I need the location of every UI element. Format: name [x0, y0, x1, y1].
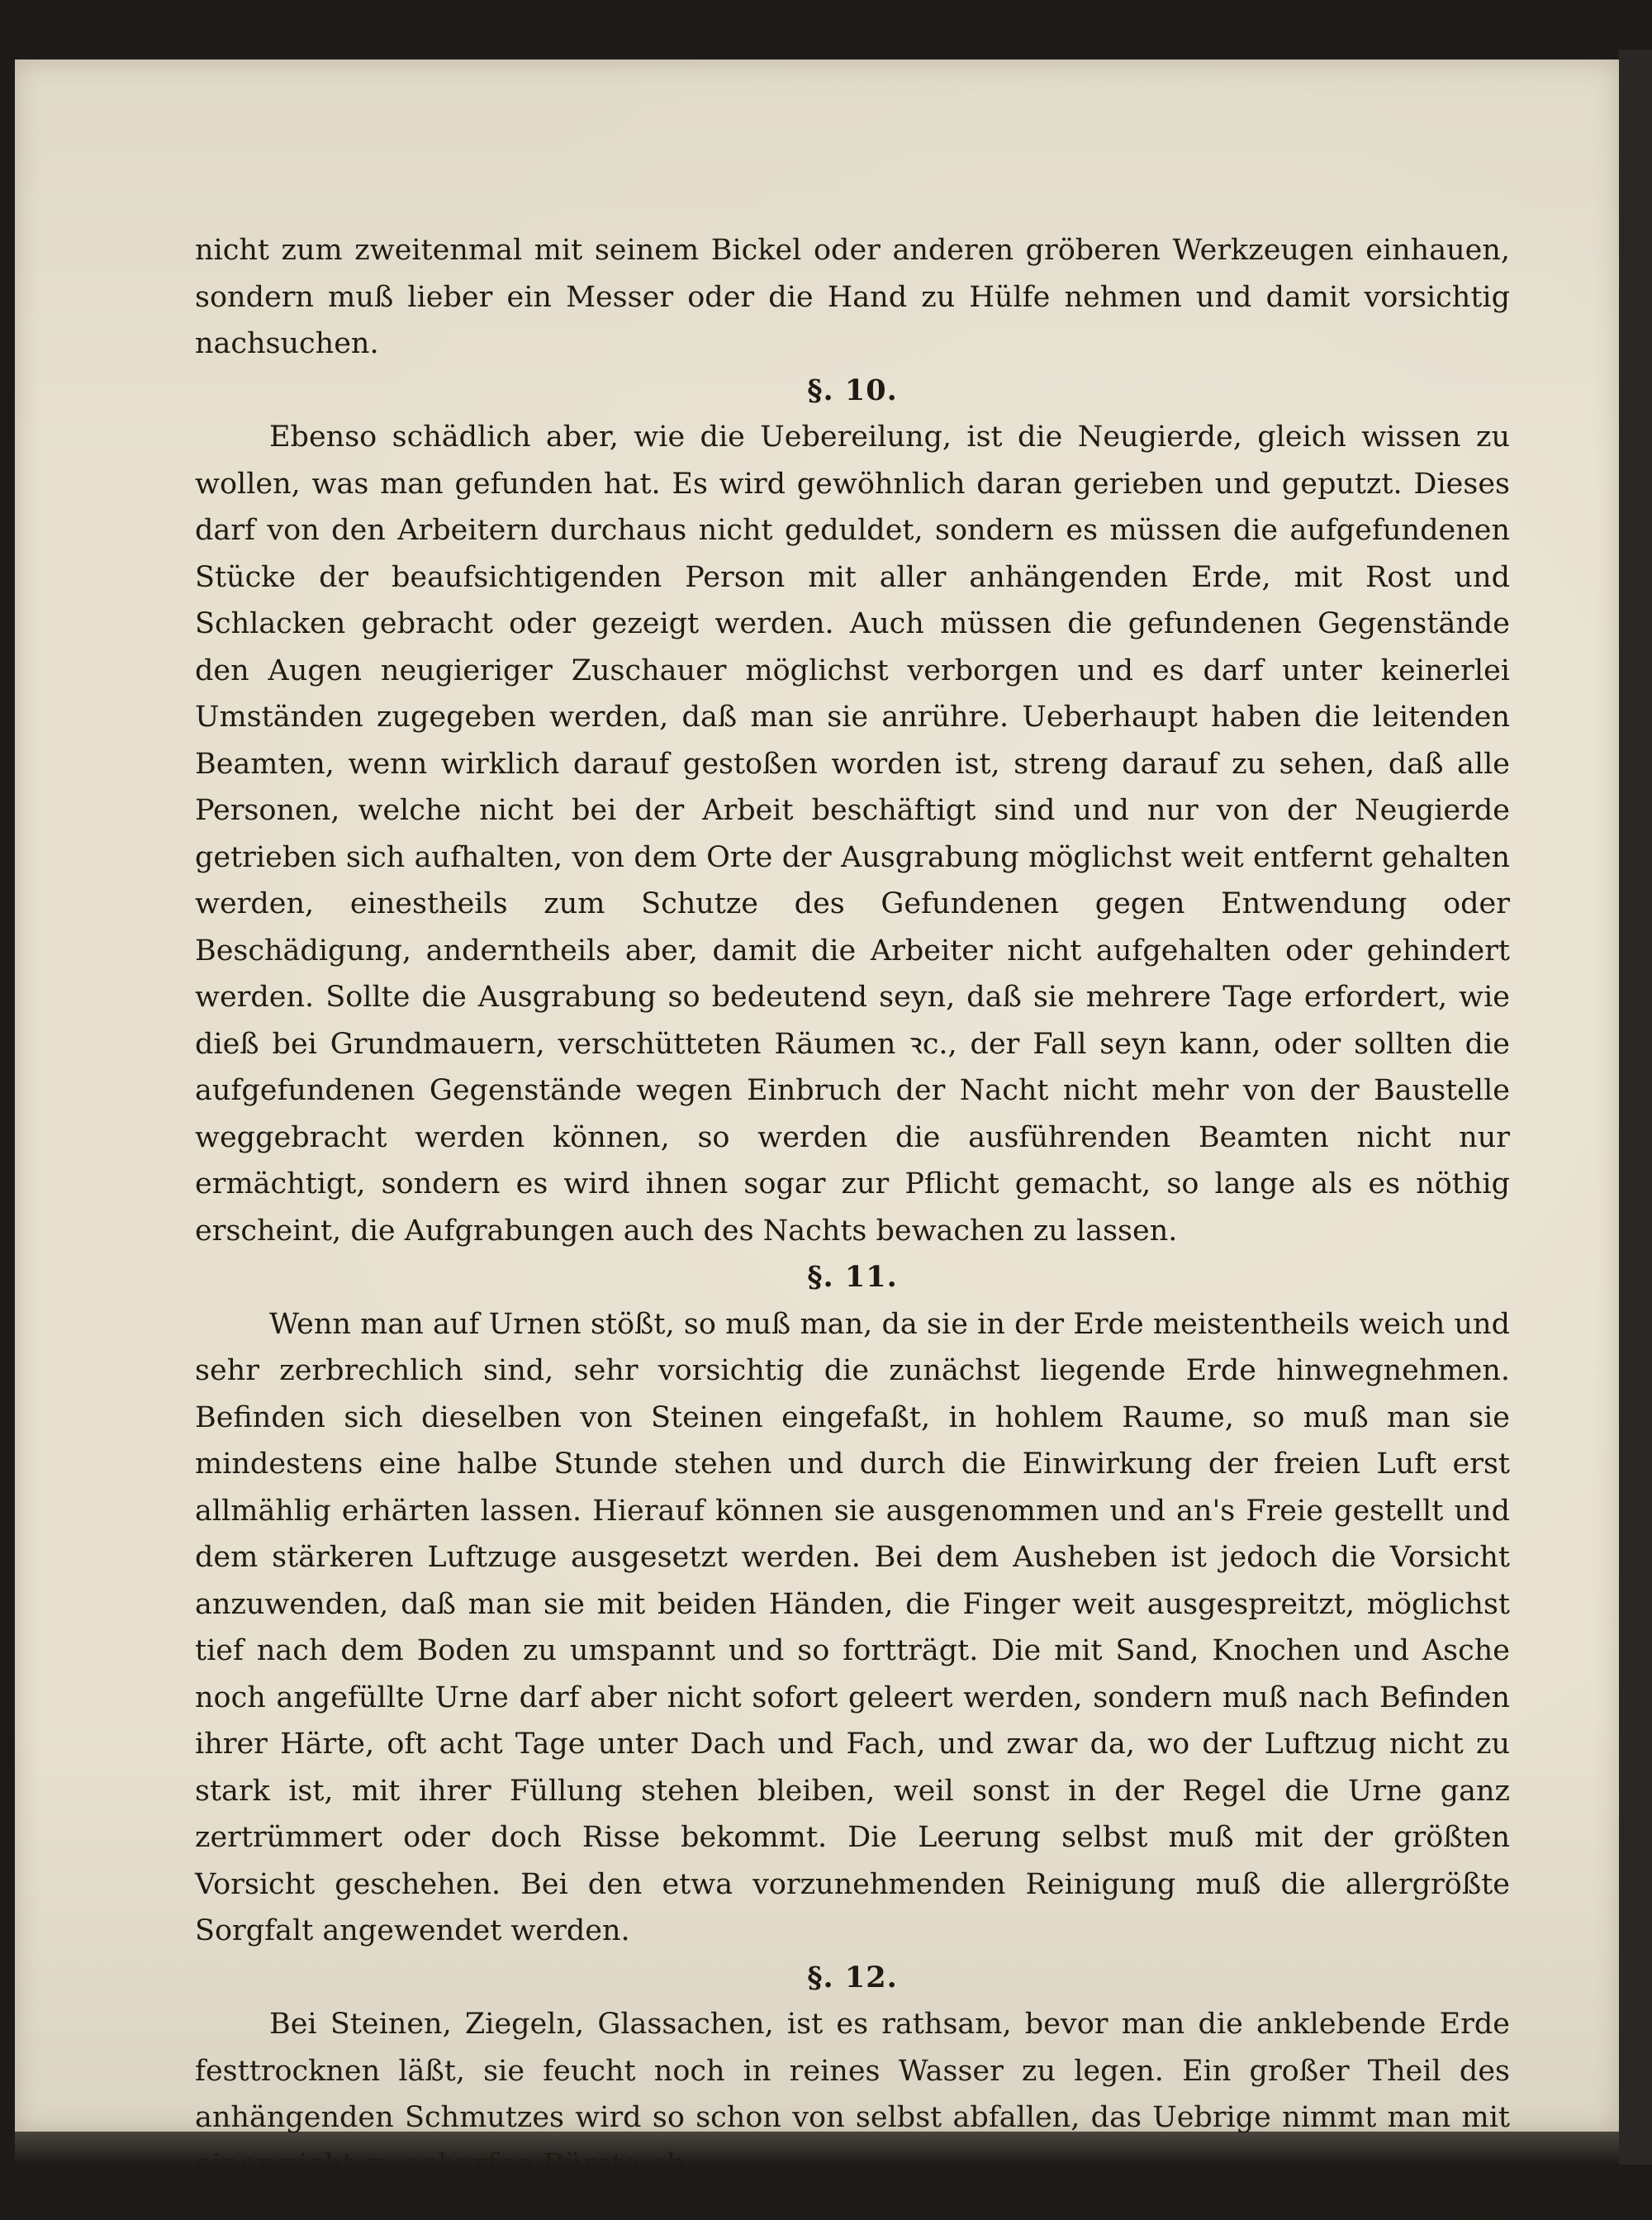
section-heading-11: §. 11.: [807, 1260, 898, 1294]
page-body: [195, 227, 1510, 2220]
catchword: Alle: [1453, 2194, 1510, 2220]
section-heading-12: §. 12.: [807, 1960, 898, 1994]
paragraph-section-12: Bei Steinen, Ziegeln, Glassachen, ist es rathsam, bevor man die anklebende Erde festtrocknen läßt, sie feucht noch in reines Wasser zu legen. Ein großer Theil des anhängenden Schmutzes wird so schon von selbst abfallen, das Uebrige nimmt man mit einer nicht zu scharfen Bürste ab.: [195, 2008, 1510, 2181]
paragraph-continuation: nicht zum zweitenmal mit seinem Bickel oder anderen gröberen Werkzeugen einhauen, sondern muß lieber ein Messer oder die Hand zu Hülfe nehmen und damit vorsichtig nachsuchen.: [195, 234, 1510, 360]
section-heading-10: §. 10.: [807, 373, 898, 407]
paragraph-section-10: Ebenso schädlich aber, wie die Uebereilung, ist die Neugierde, gleich wissen zu wollen, was man gefunden hat. Es wird gewöhnlich daran gerieben und geputzt. Dieses darf von den Arbeitern durchaus nicht geduldet, sondern es müssen die aufgefundenen Stücke der beaufsichtigenden Person mit aller anhängenden Erde, mit Rost und Schlacken gebracht oder gezeigt werden. Auch müssen die gefundenen Gegenstände den Augen neugieriger Zuschauer möglichst verborgen und es darf unter keinerlei Umständen zugegeben werden, daß man sie anrühre. Ueberhaupt haben die leitenden Beamten, wenn wirklich darauf gestoßen worden ist, streng darauf zu sehen, daß alle Personen, welche nicht bei der Arbeit beschäftigt sind und nur von der Neugierde getrieben sich aufhalten, von dem Orte der Ausgrabung möglichst weit entfernt gehalten werden, einestheils zum Schutze des Gefundenen gegen Entwendung oder Beschädigung, anderntheils aber, damit die Arbeiter nicht aufgehalten oder gehindert werden. Sollte die Ausgrabung so bedeutend seyn, daß sie mehrere Tage erfordert, wie dieß bei Grundmauern, verschütteten Räumen ꝛc., der Fall seyn kann, oder sollten die aufgefundenen Gegenstände wegen Einbruch der Nacht nicht mehr von der Baustelle weggebracht werden können, so werden die ausführenden Beamten nicht nur ermächtigt, sondern es wird ihnen sogar zur Pflicht gemacht, so lange als es nöthig erscheint, die Aufgrabungen auch des Nachts bewachen zu lassen.: [195, 421, 1510, 1248]
paragraph-section-11: Wenn man auf Urnen stößt, so muß man, da sie in der Erde meistentheils weich und sehr zerbrechlich sind, sehr vorsichtig die zunächst liegende Erde hinwegnehmen. Befinden sich dieselben von Steinen eingefaßt, in hohlem Raume, so muß man sie mindestens eine halbe Stunde stehen und durch die Einwirkung der freien Luft erst allmählig erhärten lassen. Hierauf können sie ausgenommen und an's Freie gestellt und dem stärkeren Luftzuge ausgesetzt werden. Bei dem Ausheben ist jedoch die Vorsicht anzuwenden, daß man sie mit beiden Händen, die Finger weit ausgespreitzt, möglichst tief nach dem Boden zu umspannt und so fortträgt. Die mit Sand, Knochen und Asche noch angefüllte Urne darf aber nicht sofort geleert werden, sondern muß nach Befinden ihrer Härte, oft acht Tage unter Dach und Fach, und zwar da, wo der Luftzug nicht zu stark ist, mit ihrer Füllung stehen bleiben, weil sonst in der Regel die Urne ganz zertrümmert oder doch Risse bekommt. Die Leerung selbst muß mit der größten Vorsicht geschehen. Bei den etwa vorzunehmenden Reinigung muß die allergrößte Sorgfalt angewendet werden.: [195, 1307, 1510, 1947]
book-edge: [1619, 50, 1652, 2165]
